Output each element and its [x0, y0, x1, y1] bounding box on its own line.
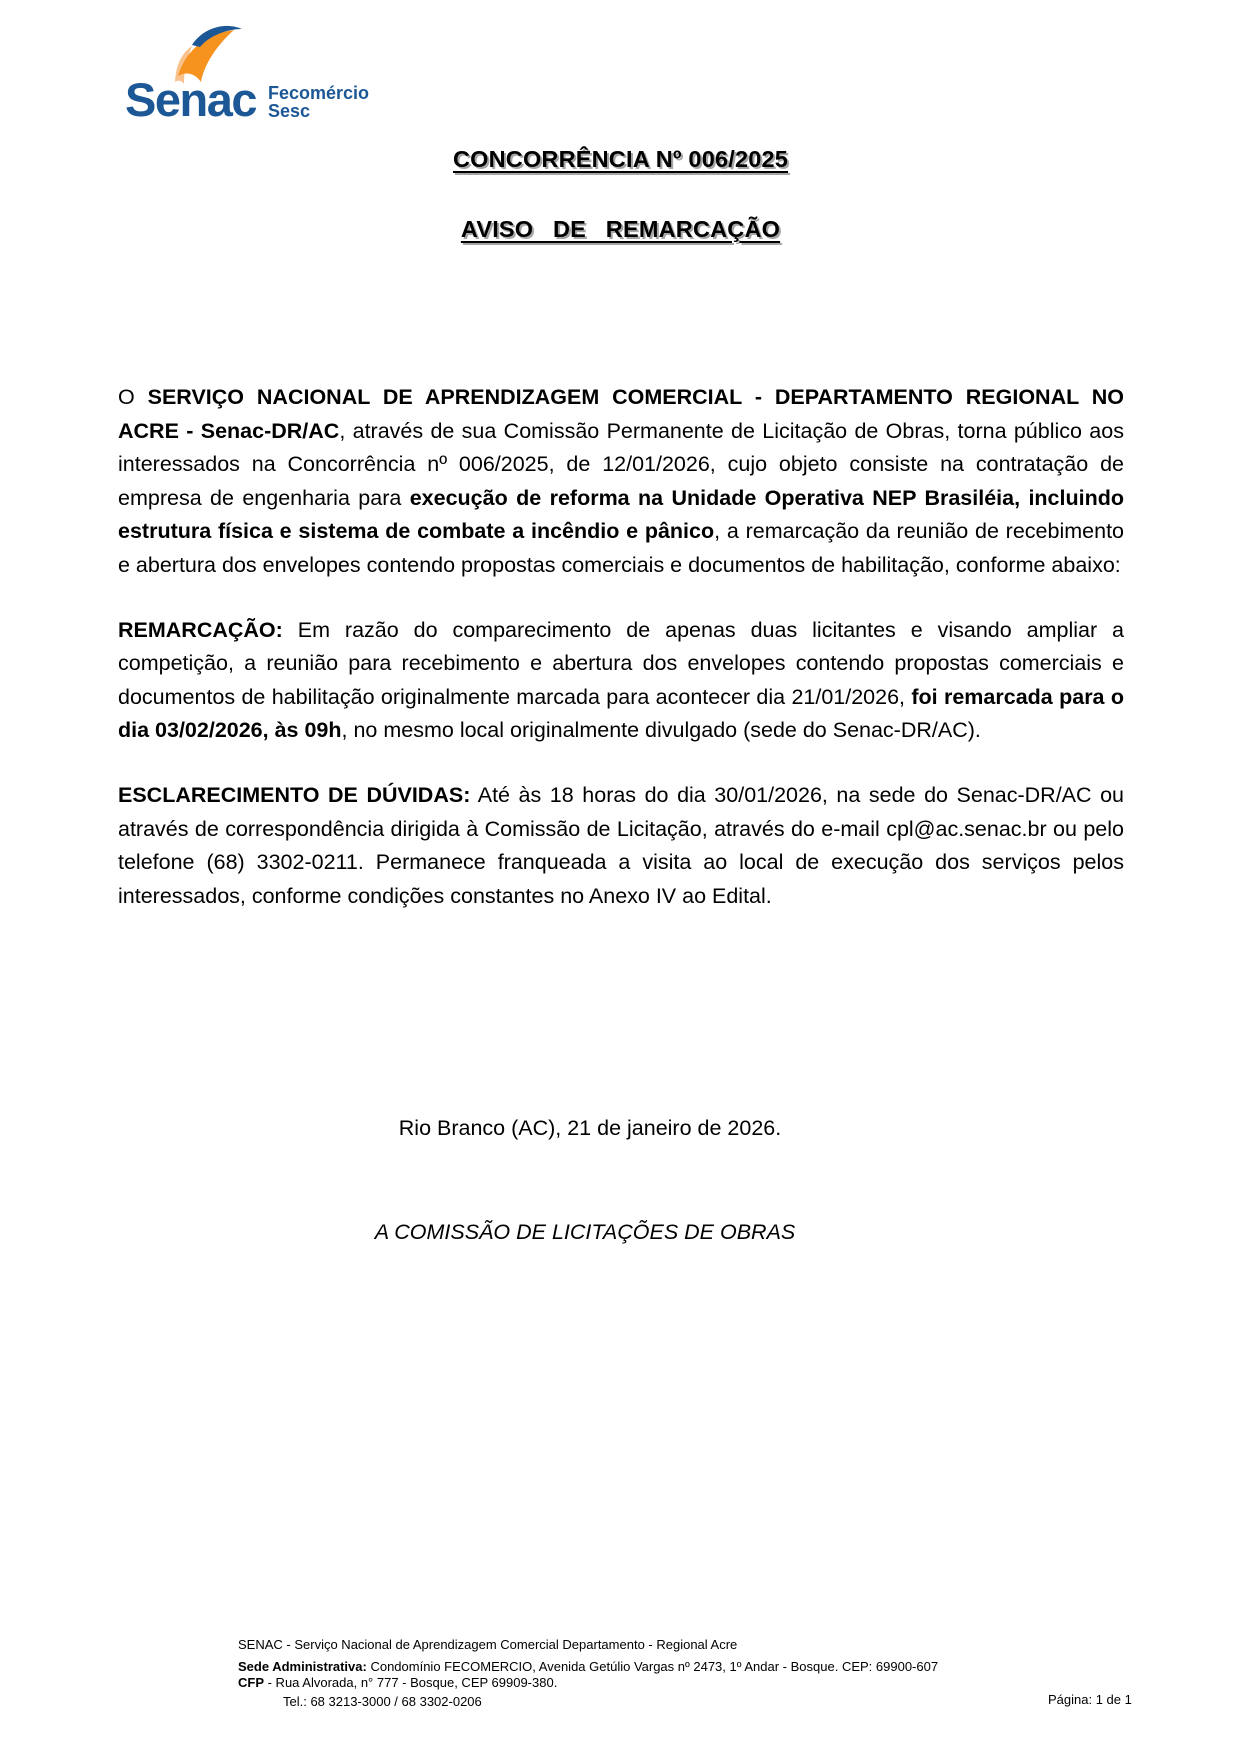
- signature-line: A COMISSÃO DE LICITAÇÕES DE OBRAS: [374, 1220, 796, 1244]
- senac-logo-mark: [113, 16, 393, 126]
- doc-title-1: CONCORRÊNCIA Nº 006/2025: [452, 146, 789, 172]
- doc-title-2: AVISO DE REMARCAÇÃO: [460, 216, 781, 242]
- footer-cfp-line: [238, 1675, 557, 1690]
- footer-address-label: Sede Administrativa:: [238, 1659, 367, 1674]
- title2-row: [0, 216, 1241, 243]
- text-run-bold: execução de reforma na Unidade Operativa NEP Brasiléia, incluindo estrutura física e sistema de combate a incêndio e pânico: [118, 485, 1124, 544]
- text-run: , através de sua Comissão Permanente de Licitação de Obras, torna público aos interessados na Concorrência nº 006/2025, de 12/01/2026, cujo objeto consiste na contratação de empresa de engenharia para: [118, 418, 1124, 510]
- text-run-bold: foi remarcada para o dia 03/02/2026, às 09h: [118, 684, 1124, 743]
- paragraph-remarcacao: [118, 614, 1124, 748]
- text-run: , a remarcação da reunião de recebimento e abertura dos envelopes contendo propostas comerciais e documentos de habilitação, conforme abaixo:: [118, 519, 1124, 577]
- senac-logo: [113, 16, 393, 126]
- text-run: O: [118, 385, 148, 409]
- logo-brand-text: Senac: [125, 73, 256, 126]
- footer-phone-line: Tel.: 68 3213-3000 / 68 3302-0206: [283, 1694, 482, 1709]
- logo-org2-text: Sesc: [268, 101, 311, 121]
- footer-cfp-label: CFP: [238, 1675, 264, 1690]
- title1-row: [0, 146, 1241, 173]
- document-body: [118, 381, 1124, 913]
- paragraph-intro: [118, 381, 1124, 583]
- text-run: Até às 18 horas do dia 30/01/2026, na sede do Senac-DR/AC ou através de correspondência dirigida à Comissão de Licitação, através do e-mail cpl@ac.senac.br ou pelo telefone (68) 3302-0211. Permanece franqueada a visita ao local de execução dos serviços pelos interessados, conforme condições constantes no Anexo IV ao Edital.: [118, 782, 1125, 908]
- text-run: , no mesmo local originalmente divulgado (sede do Senac-DR/AC).: [341, 718, 981, 743]
- footer-address-text: Condomínio FECOMERCIO, Avenida Getúlio Vargas nº 2473, 1º Andar - Bosque. CEP: 69900-607: [366, 1659, 939, 1674]
- text-run-bold: ESCLARECIMENTO DE DÚVIDAS:: [118, 782, 471, 807]
- footer-org-line: SENAC - Serviço Nacional de Aprendizagem Comercial Departamento - Regional Acre: [238, 1637, 738, 1652]
- text-run: Em razão do comparecimento de apenas duas licitantes e visando ampliar a competição, a reunião para recebimento e abertura dos envelopes contendo propostas comerciais e documentos de habilitação originalmente marcada para acontecer dia 21/01/2026,: [118, 617, 1124, 709]
- page-number: Página: 1 de 1: [1048, 1692, 1132, 1707]
- dateline: Rio Branco (AC), 21 de janeiro de 2026.: [398, 1116, 782, 1140]
- footer-address-line: [238, 1659, 938, 1674]
- logo-org1-text: Fecomércio: [268, 83, 370, 103]
- text-run-bold: SERVIÇO NACIONAL DE APRENDIZAGEM COMERCIAL - DEPARTAMENTO REGIONAL NO ACRE - Senac-DR/AC: [118, 385, 1124, 443]
- text-run-bold: REMARCAÇÃO:: [118, 617, 283, 642]
- paragraph-esclarecimento: [118, 779, 1124, 913]
- footer-cfp-text: - Rua Alvorada, n° 777 - Bosque, CEP 69909-380.: [264, 1675, 558, 1690]
